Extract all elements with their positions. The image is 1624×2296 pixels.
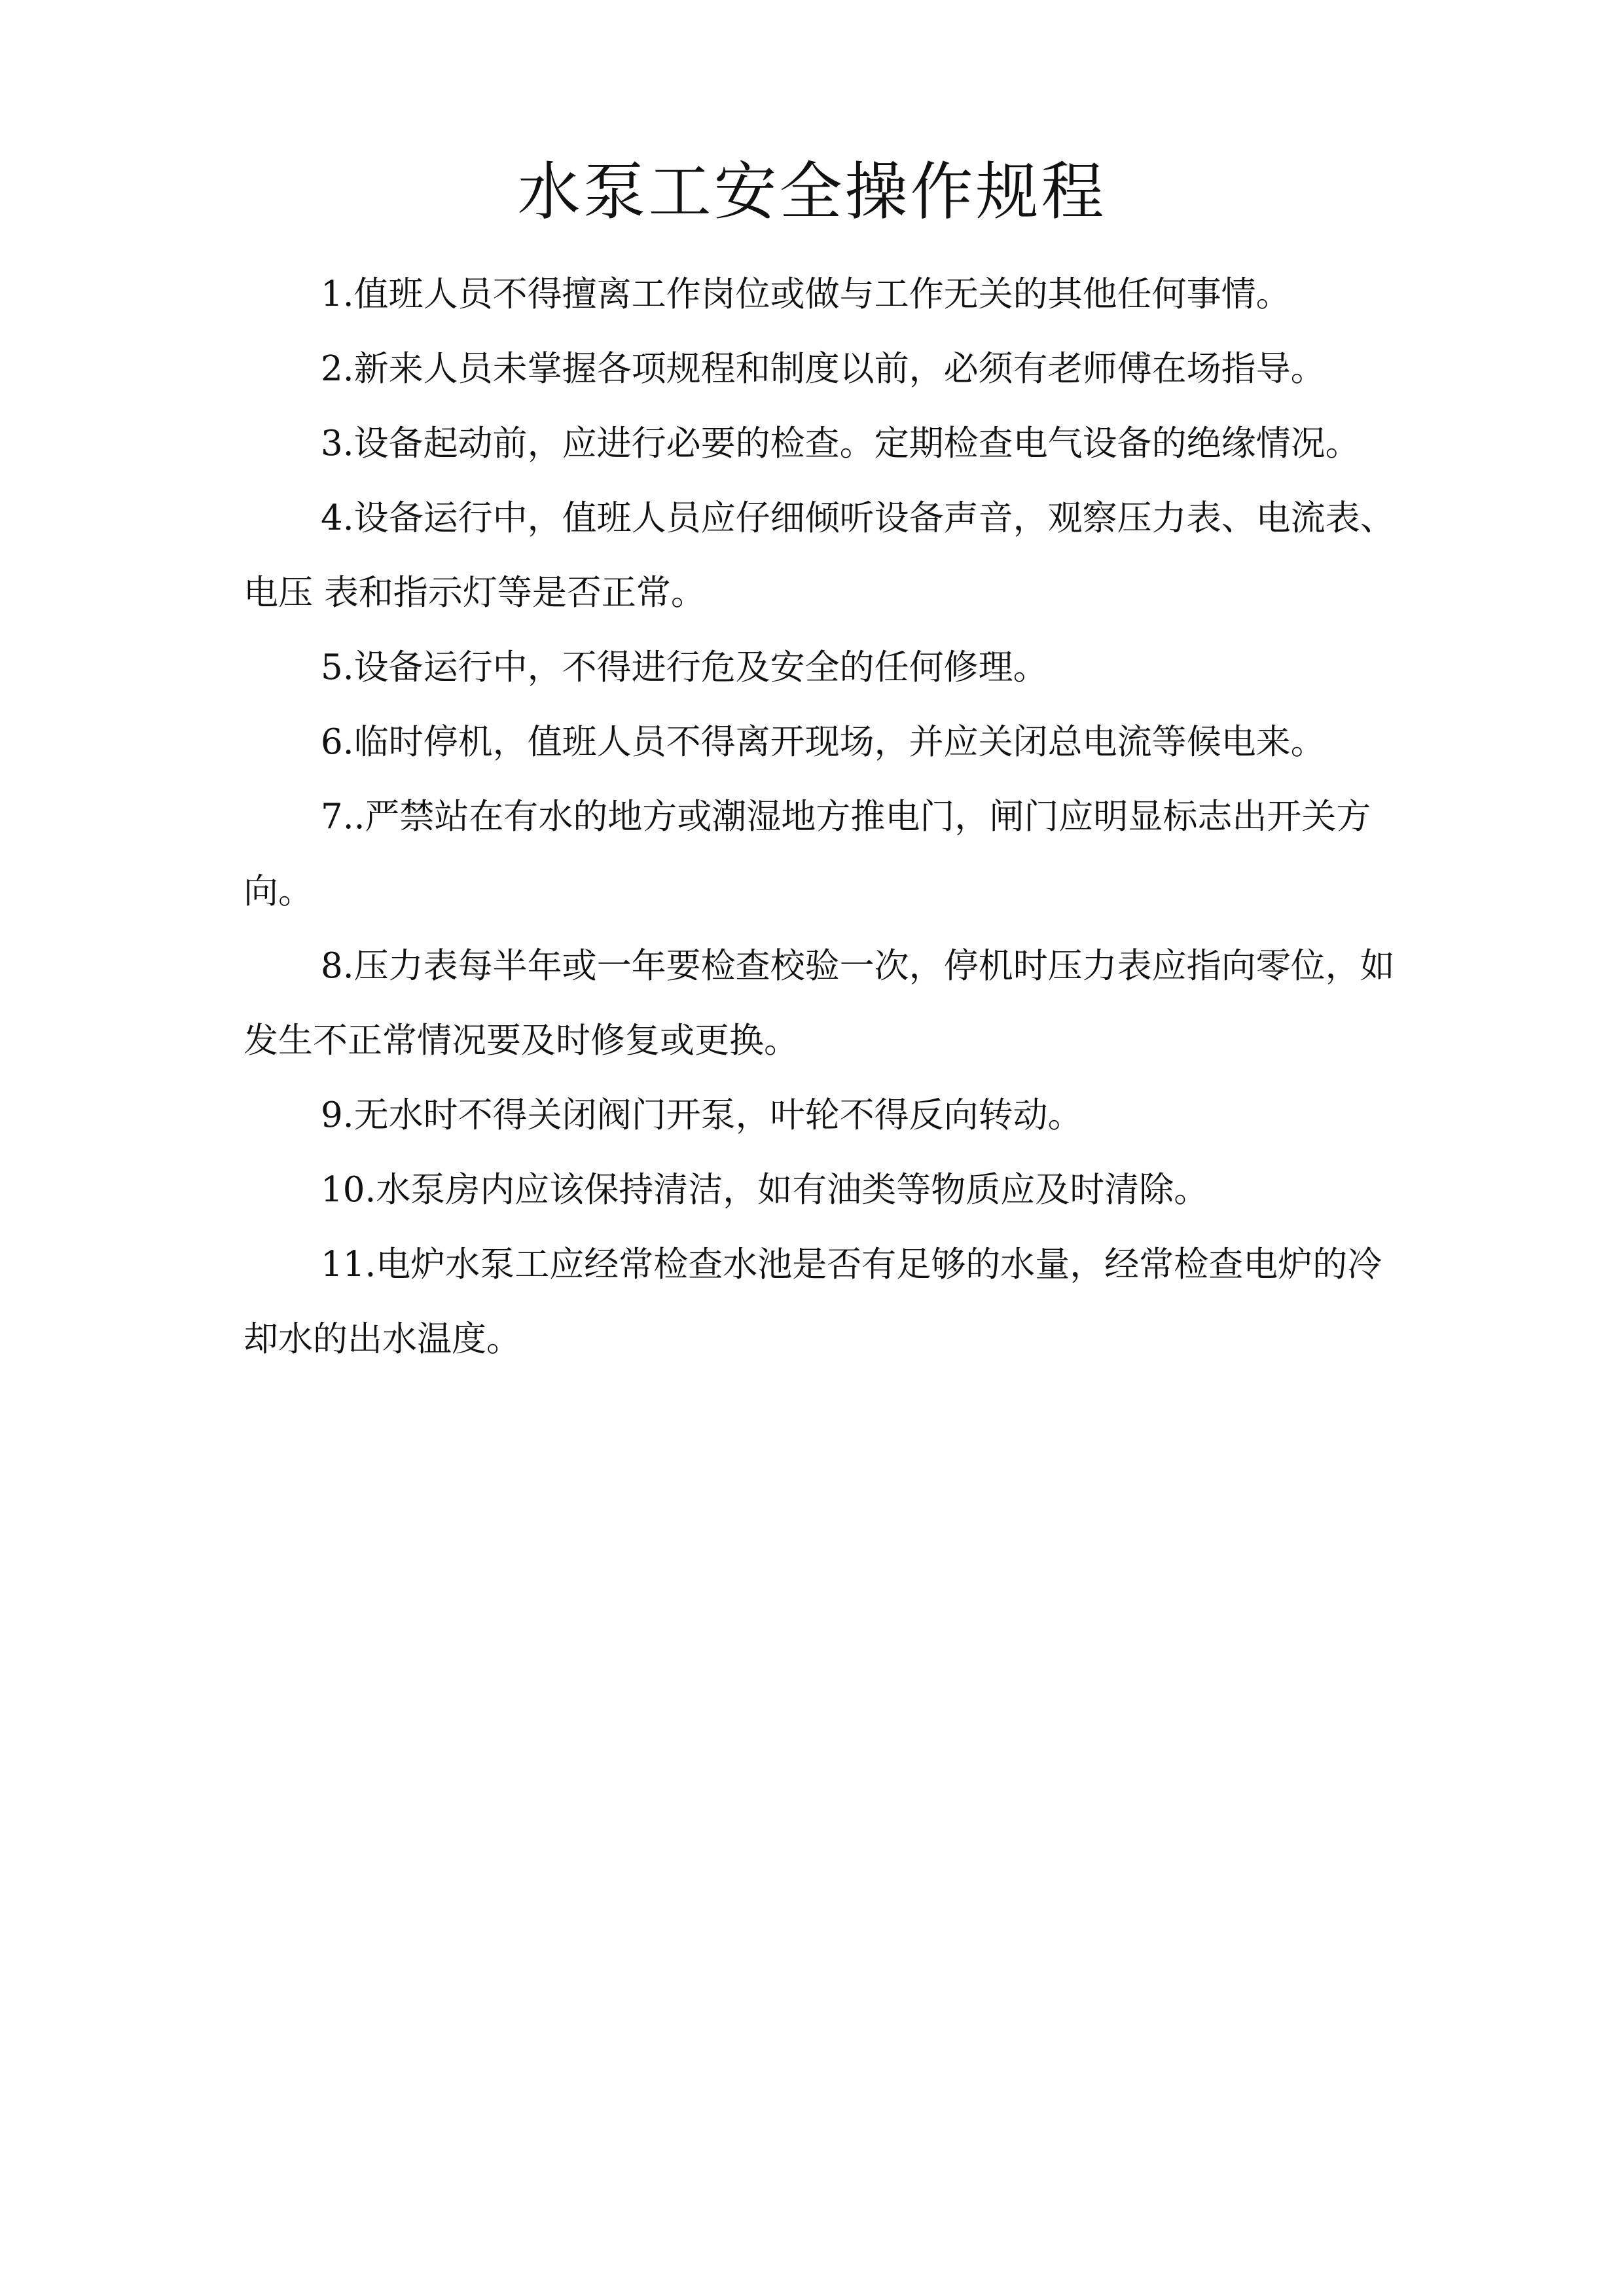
rule-paragraph-11: 11.电炉水泵工应经常检查水池是否有足够的水量，经常检查电炉的冷却水的出水温度。 — [244, 1245, 1382, 1359]
document-body — [244, 257, 1409, 1377]
rule-paragraph-5: 5.设备运行中，不得进行危及安全的任何修理。 — [321, 647, 1048, 687]
rule-paragraph-8: 8.压力表每半年或一年要检查校验一次，停机时压力表应指向零位，如发生不正常情况要及时修复或更换。 — [244, 946, 1395, 1061]
rule-paragraph-2: 2.新来人员未掌握各项规程和制度以前，必须有老师傅在场指导。 — [321, 349, 1326, 389]
rule-paragraph-4: 4.设备运行中，值班人员应仔细倾听设备声音，观察压力表、电流表、电压 表和指示灯等是否正常。 — [244, 498, 1395, 613]
rule-paragraph-3: 3.设备起动前，应进行必要的检查。定期检查电气设备的绝缘情况。 — [321, 424, 1360, 464]
document-title: 水泵工安全操作规程 — [517, 155, 1107, 228]
rule-paragraph-7: 7..严禁站在有水的地方或潮湿地方推电门，闸门应明显标志出开关方向。 — [244, 797, 1371, 911]
rule-paragraph-1: 1.值班人员不得擅离工作岗位或做与工作无关的其他任何事情。 — [321, 274, 1291, 314]
rule-paragraph-9: 9.无水时不得关闭阀门开泵，叶轮不得反向转动。 — [321, 1095, 1083, 1135]
rule-paragraph-6: 6.临时停机，值班人员不得离开现场，并应关闭总电流等候电来。 — [321, 722, 1326, 762]
rule-paragraph-10: 10.水泵房内应该保持清洁，如有油类等物质应及时清除。 — [321, 1170, 1209, 1210]
